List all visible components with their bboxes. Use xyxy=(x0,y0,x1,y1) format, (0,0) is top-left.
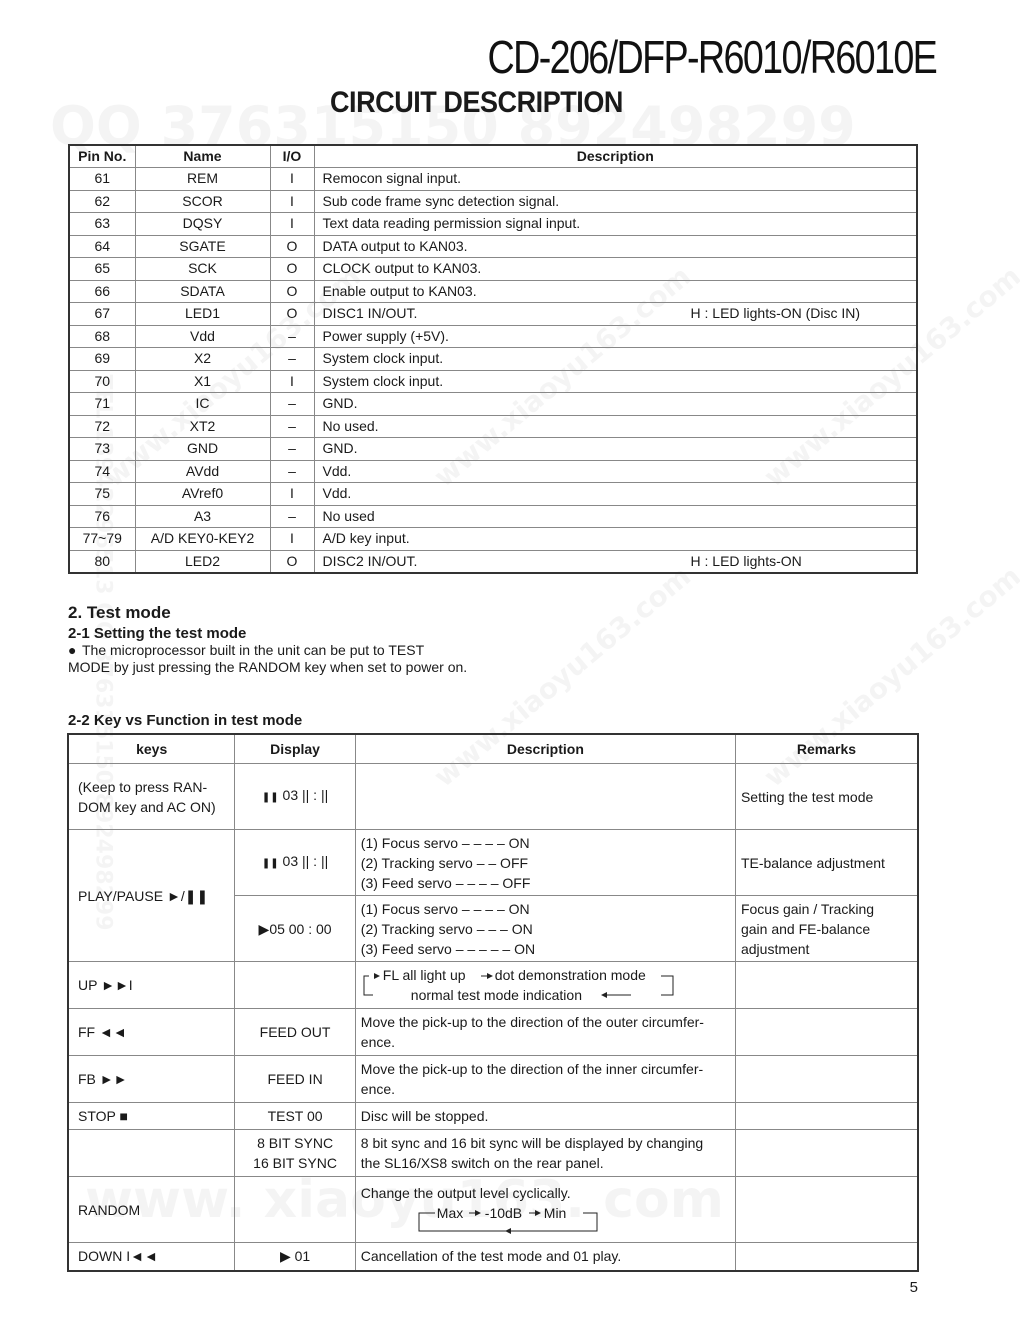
remarks-cell xyxy=(735,1177,918,1243)
pause-icon: ❚❚ xyxy=(261,858,279,869)
col-keys: keys xyxy=(68,734,235,764)
table-row xyxy=(69,190,917,213)
pin-io: I xyxy=(270,190,314,213)
pin-table-header xyxy=(69,145,917,168)
key-function-heading: 2-2 Key vs Function in test mode xyxy=(68,712,303,729)
pin-description xyxy=(314,190,917,213)
table-row xyxy=(68,1243,918,1271)
pin-description-text: GND. xyxy=(322,440,358,457)
pin-name: LED2 xyxy=(135,550,270,573)
col-remarks: Remarks xyxy=(735,734,918,764)
remarks-line: gain and FE-balance xyxy=(740,920,871,937)
desc-line: ence. xyxy=(360,1081,396,1097)
table-row xyxy=(69,213,917,236)
pin-name: XT2 xyxy=(135,415,270,438)
pin-number: 74 xyxy=(69,460,135,483)
table-row xyxy=(68,1103,918,1130)
pin-description-text: No used. xyxy=(322,417,379,434)
col-display: Display xyxy=(235,734,355,764)
pin-description xyxy=(314,213,917,236)
pin-description-text: A/D key input. xyxy=(322,530,410,547)
col-pin-no: Pin No. xyxy=(69,145,135,168)
table-row xyxy=(69,168,917,191)
pin-name: Vdd xyxy=(135,325,270,348)
bullet-icon: ● xyxy=(68,642,77,658)
display-text: 01 xyxy=(294,1248,311,1265)
desc-line: ence. xyxy=(360,1034,396,1050)
pin-description xyxy=(314,505,917,528)
cycle-step-3: normal test mode indication xyxy=(410,987,582,1003)
display-text: 03 || : || xyxy=(282,853,329,869)
pin-number: 71 xyxy=(69,393,135,416)
pin-description-text: Remocon signal input. xyxy=(322,170,462,187)
pin-name: SDATA xyxy=(135,280,270,303)
page-number: 5 xyxy=(909,1279,918,1296)
table-row xyxy=(69,505,917,528)
pin-number: 61 xyxy=(69,168,135,191)
table-row xyxy=(68,962,918,1009)
desc-line: (1) Focus servo – – – – ON xyxy=(360,900,530,917)
desc-cell xyxy=(355,764,735,830)
key-cell: PLAY/PAUSE ►/❚❚ xyxy=(68,830,235,962)
display-cell xyxy=(235,896,355,962)
remarks-cell xyxy=(735,1243,918,1271)
table-row xyxy=(68,1130,918,1177)
table-row xyxy=(68,764,918,830)
pin-description-text: Text data reading permission signal input. xyxy=(322,215,581,232)
display-cell xyxy=(235,830,355,896)
key-function-table xyxy=(67,733,919,1272)
pin-description-text: Sub code frame sync detection signal. xyxy=(322,192,560,209)
key-cell xyxy=(68,764,235,830)
desc-cell: Cancellation of the test mode and 01 play. xyxy=(355,1243,735,1271)
play-icon: ▶ xyxy=(279,1248,291,1265)
pin-description-text: Enable output to KAN03. xyxy=(322,282,477,299)
display-cell xyxy=(235,1130,355,1177)
key-cell: UP ►►I xyxy=(68,962,235,1009)
display-cell xyxy=(235,1243,355,1271)
pin-name: SCOR xyxy=(135,190,270,213)
pin-number: 75 xyxy=(69,483,135,506)
cycle-step-2: dot demonstration mode xyxy=(494,967,646,983)
remarks-cell xyxy=(735,1009,918,1056)
display-cell xyxy=(235,1177,355,1243)
pin-name: A/D KEY0-KEY2 xyxy=(135,528,270,551)
desc-cell xyxy=(355,1009,735,1056)
pin-description-text: Vdd. xyxy=(322,462,352,479)
pin-number: 64 xyxy=(69,235,135,258)
pin-description-text: Power supply (+5V). xyxy=(322,327,449,344)
pin-name: X1 xyxy=(135,370,270,393)
desc-cell xyxy=(355,1130,735,1177)
desc-line: (3) Feed servo – – – – – ON xyxy=(360,940,536,957)
pin-io: I xyxy=(270,213,314,236)
pin-note: H : LED lights-ON xyxy=(690,552,802,569)
remarks-cell: Setting the test mode xyxy=(735,764,918,830)
pin-number: 73 xyxy=(69,438,135,461)
table-row xyxy=(69,393,917,416)
desc-line: the SL16/XS8 switch on the rear panel. xyxy=(360,1155,604,1171)
pin-io: I xyxy=(270,168,314,191)
pause-icon: ❚❚ xyxy=(261,792,279,803)
key-text: (Keep to press RAN- xyxy=(78,778,208,795)
remarks-cell xyxy=(735,962,918,1009)
table-row xyxy=(69,348,917,371)
table-row xyxy=(68,1177,918,1243)
desc-cell xyxy=(355,962,735,1009)
pin-name: AVref0 xyxy=(135,483,270,506)
key-table-header xyxy=(68,734,918,764)
col-name: Name xyxy=(135,145,270,168)
pin-name: AVdd xyxy=(135,460,270,483)
key-cell: RANDOM xyxy=(68,1177,235,1243)
setting-test-mode-heading: 2-1 Setting the test mode xyxy=(68,625,247,642)
desc-line: (2) Tracking servo – – – ON xyxy=(360,920,533,937)
pin-io: O xyxy=(270,235,314,258)
pin-description xyxy=(314,550,917,573)
pin-description-text: Vdd. xyxy=(322,485,352,502)
table-row xyxy=(69,325,917,348)
col-desc: Description xyxy=(355,734,735,764)
key-cell: FB ►► xyxy=(68,1056,235,1103)
key-cell xyxy=(68,1130,235,1177)
table-row xyxy=(68,1009,918,1056)
pin-io: O xyxy=(270,303,314,326)
pin-name: SCK xyxy=(135,258,270,281)
pin-number: 66 xyxy=(69,280,135,303)
pin-description-text: System clock input. xyxy=(322,372,444,389)
pin-description xyxy=(314,370,917,393)
pin-note: H : LED lights-ON (Disc IN) xyxy=(690,305,861,321)
desc-line: 8 bit sync and 16 bit sync will be displayed by changing xyxy=(360,1135,704,1151)
table-row xyxy=(69,280,917,303)
pin-number: 62 xyxy=(69,190,135,213)
table-row xyxy=(69,303,917,326)
pin-io: I xyxy=(270,370,314,393)
display-cell: FEED IN xyxy=(235,1056,355,1103)
pin-description xyxy=(314,460,917,483)
key-cell: DOWN I◄◄ xyxy=(68,1243,235,1271)
desc-line: Change the output level cyclically. xyxy=(360,1184,571,1201)
table-row xyxy=(69,235,917,258)
pin-name: LED1 xyxy=(135,303,270,326)
display-cell: TEST 00 xyxy=(235,1103,355,1130)
table-row xyxy=(69,460,917,483)
pin-description xyxy=(314,528,917,551)
pin-io: O xyxy=(270,258,314,281)
pin-io: O xyxy=(270,280,314,303)
table-row xyxy=(69,438,917,461)
pin-name: REM xyxy=(135,168,270,191)
cycle-step-1: FL all light up xyxy=(382,967,466,983)
pin-description xyxy=(314,483,917,506)
desc-line: (2) Tracking servo – – OFF xyxy=(360,854,529,871)
pin-description xyxy=(314,348,917,371)
col-io: I/O xyxy=(270,145,314,168)
display-text: 05 00 : 00 xyxy=(269,920,332,937)
remarks-cell: TE-balance adjustment xyxy=(735,830,918,896)
remarks-line: Focus gain / Tracking xyxy=(740,900,875,917)
desc-cell xyxy=(355,1056,735,1103)
pin-number: 67 xyxy=(69,303,135,326)
remarks-cell xyxy=(735,1103,918,1130)
pin-description-text: System clock input. xyxy=(322,350,444,367)
level-min: Min xyxy=(543,1204,567,1221)
table-row xyxy=(69,550,917,573)
remarks-line: adjustment xyxy=(740,940,810,957)
display-text: 03 || : || xyxy=(282,787,329,803)
table-row xyxy=(68,1056,918,1103)
pin-number: 70 xyxy=(69,370,135,393)
pin-number: 65 xyxy=(69,258,135,281)
table-row xyxy=(69,370,917,393)
desc-cell xyxy=(355,896,735,962)
display-cell xyxy=(235,962,355,1009)
pin-number: 72 xyxy=(69,415,135,438)
level-10db: -10dB xyxy=(484,1204,523,1221)
desc-cell xyxy=(355,1177,735,1243)
pin-description xyxy=(314,415,917,438)
pin-description xyxy=(314,168,917,191)
pin-number: 63 xyxy=(69,213,135,236)
desc-cell xyxy=(355,830,735,896)
pin-table-body xyxy=(69,168,917,574)
display-line: 8 BIT SYNC xyxy=(257,1135,334,1151)
pin-description xyxy=(314,235,917,258)
pin-io: – xyxy=(270,348,314,371)
pin-io: – xyxy=(270,438,314,461)
play-icon: ▶ xyxy=(258,920,270,937)
remarks-cell xyxy=(735,896,918,962)
pin-io: – xyxy=(270,415,314,438)
remarks-cell xyxy=(735,1056,918,1103)
display-cell: FEED OUT xyxy=(235,1009,355,1056)
pin-description xyxy=(314,280,917,303)
desc-line: (1) Focus servo – – – – ON xyxy=(360,834,530,851)
model-number: CD-206/DFP-R6010/R6010E xyxy=(487,31,936,83)
table-row xyxy=(68,830,918,896)
pin-io: I xyxy=(270,483,314,506)
desc-line: (3) Feed servo – – – – OFF xyxy=(360,874,531,891)
desc-cell: Disc will be stopped. xyxy=(355,1103,735,1130)
pin-name: X2 xyxy=(135,348,270,371)
col-description: Description xyxy=(314,145,917,168)
pin-description-text: CLOCK output to KAN03. xyxy=(322,260,482,277)
pin-number: 68 xyxy=(69,325,135,348)
pin-description-text: DATA output to KAN03. xyxy=(322,237,468,254)
pin-description-table xyxy=(68,144,918,574)
pin-io: – xyxy=(270,325,314,348)
pin-number: 77~79 xyxy=(69,528,135,551)
pin-name: A3 xyxy=(135,505,270,528)
key-cell: STOP ■ xyxy=(68,1103,235,1130)
pin-description xyxy=(314,393,917,416)
pin-io: I xyxy=(270,528,314,551)
display-cell xyxy=(235,764,355,830)
pin-number: 76 xyxy=(69,505,135,528)
section-title: CIRCUIT DESCRIPTION xyxy=(330,86,623,119)
pin-io: – xyxy=(270,393,314,416)
pin-name: SGATE xyxy=(135,235,270,258)
pin-name: DQSY xyxy=(135,213,270,236)
test-mode-heading: 2. Test mode xyxy=(68,603,171,622)
level-cycle-diagram xyxy=(361,1203,730,1237)
pin-number: 69 xyxy=(69,348,135,371)
pin-description-text: No used xyxy=(322,507,375,524)
pin-description xyxy=(314,325,917,348)
pin-name: GND xyxy=(135,438,270,461)
pin-description-text: DISC1 IN/OUT. xyxy=(322,305,418,322)
pin-name: IC xyxy=(135,393,270,416)
table-row xyxy=(69,528,917,551)
table-row xyxy=(69,415,917,438)
test-mode-instruction xyxy=(68,642,468,676)
pin-description xyxy=(314,258,917,281)
pin-description-text: DISC2 IN/OUT. xyxy=(322,552,418,569)
pin-description-text: GND. xyxy=(322,395,358,412)
pin-description xyxy=(314,438,917,461)
level-max: Max xyxy=(436,1204,464,1221)
desc-line: Move the pick-up to the direction of the inner circumfer- xyxy=(360,1061,704,1077)
pin-description xyxy=(314,303,917,326)
pin-io: – xyxy=(270,505,314,528)
table-row xyxy=(69,483,917,506)
pin-number: 80 xyxy=(69,550,135,573)
pin-io: O xyxy=(270,550,314,573)
mode-cycle-diagram xyxy=(361,965,730,1005)
pin-io: – xyxy=(270,460,314,483)
key-cell: FF ◄◄ xyxy=(68,1009,235,1056)
table-row xyxy=(69,258,917,281)
remarks-cell xyxy=(735,1130,918,1177)
desc-line: Move the pick-up to the direction of the outer circumfer- xyxy=(360,1014,704,1030)
instruction-text: The microprocessor built in the unit can be put to TEST MODE by just pressing the RANDOM key when set to power on. xyxy=(68,642,468,675)
key-text: DOM key and AC ON) xyxy=(78,798,216,815)
display-line: 16 BIT SYNC xyxy=(253,1155,337,1171)
